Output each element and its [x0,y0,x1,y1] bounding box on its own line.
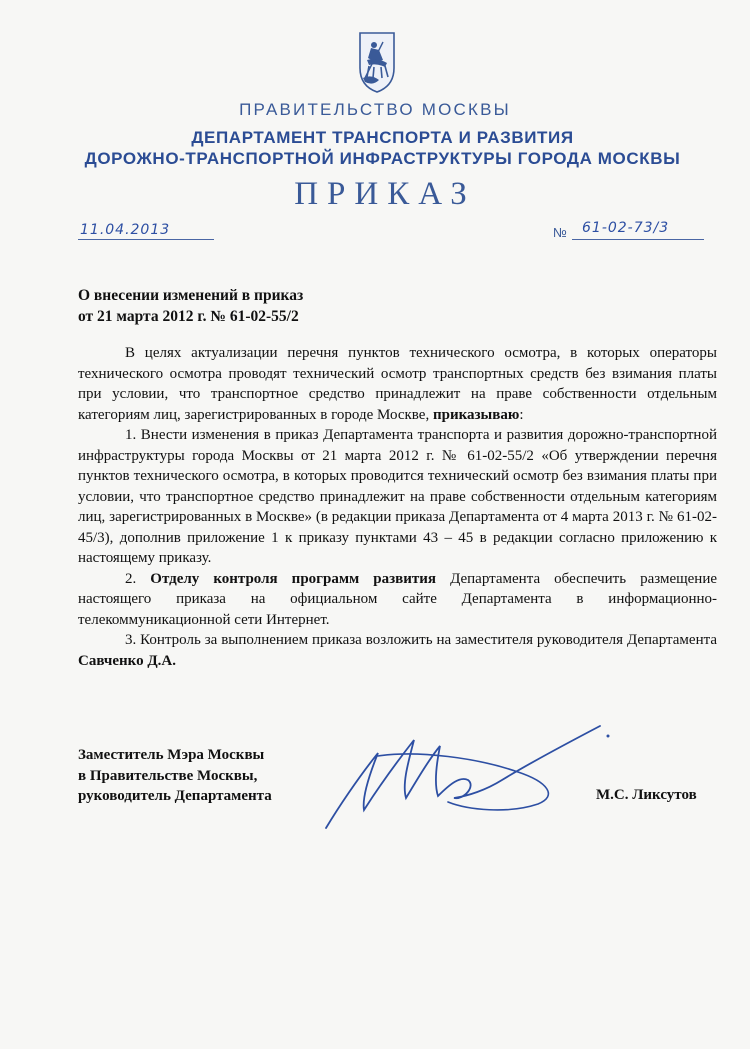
preamble-bold: приказываю [432,406,520,423]
department-name-line1: ДЕПАРТАМЕНТ ТРАНСПОРТА И РАЗВИТИЯ [191,128,574,147]
order-body [78,343,717,671]
subject-line2: от 21 марта 2012 г. № 61-02-55/2 [78,308,299,325]
moscow-coat-of-arms-emblem [357,30,397,94]
handwritten-order-number: 61-02-73/3 [582,220,670,236]
position-line3: руководитель Департамента [78,788,272,804]
item-3-text: 3. Контроль за выполнением приказа возложить на заместителя руководителя Департамента [125,632,717,648]
subject-line1: О внесении изменений в приказ [78,287,304,304]
preamble-end: : [519,406,524,423]
item-2-paragraph [78,569,717,631]
item-2-prefix: 2. [125,570,137,587]
signer-name: М.С. Ликсутов [596,787,697,803]
signer-position [78,745,272,807]
number-underline [572,238,704,240]
handwritten-date: 11.04.2013 [80,222,171,238]
item-3-bold: Савченко Д.А. [78,652,176,669]
document-type-title: ПРИКАЗ [294,176,476,212]
number-label: № [553,225,567,240]
position-line1: Заместитель Мэра Москвы [78,747,265,763]
item-1-paragraph: 1. Внести изменения в приказ Департамента транспорта и развития дорожно-транспортной инфраструктуры города Москвы от 21 марта 2012 г. № 61-02-55/2 «Об утверждении перечня пунктов технического осмотра, в которых проводится технический осмотр без взимания платы при условии, что транспортное средство принадлежит на праве собственности отдельным категориям лиц, зарегистрированных в Москве» (в редакции приказа Департамента от 4 марта 2013 г. № 61-02-45/3), дополнив приложение 1 к приказу пунктами 43 – 45 в редакции согласно приложению к настоящему приказу. [78,427,717,566]
item-2-rest: Департамента обеспечить размещение настоящего приказа на официальном сайте Департамента в информационно-телекоммуникационной сети Интернет. [78,570,718,628]
position-line2: в Правительстве Москвы, [78,767,258,784]
preamble-paragraph [78,343,717,425]
preamble-text: В целях актуализации перечня пунктов технического осмотра, в которых операторы технического осмотра проводят технический осмотр транспортных средств без взимания платы при условии, что транспортное средство принадлежит на праве собственности отдельным категориям лиц, зарегистрированных в городе Москве, [78,345,717,423]
government-name: ПРАВИТЕЛЬСТВО МОСКВЫ [239,100,511,119]
department-name-line2: ДОРОЖНО-ТРАНСПОРТНОЙ ИНФРАСТРУКТУРЫ ГОРОДА МОСКВЫ [84,149,681,168]
order-subject [78,285,303,327]
date-underline [78,238,214,240]
handwritten-signature [318,718,618,840]
item-2-bold: Отделу контроля программ развития [150,570,437,587]
item-3-paragraph [78,630,717,671]
